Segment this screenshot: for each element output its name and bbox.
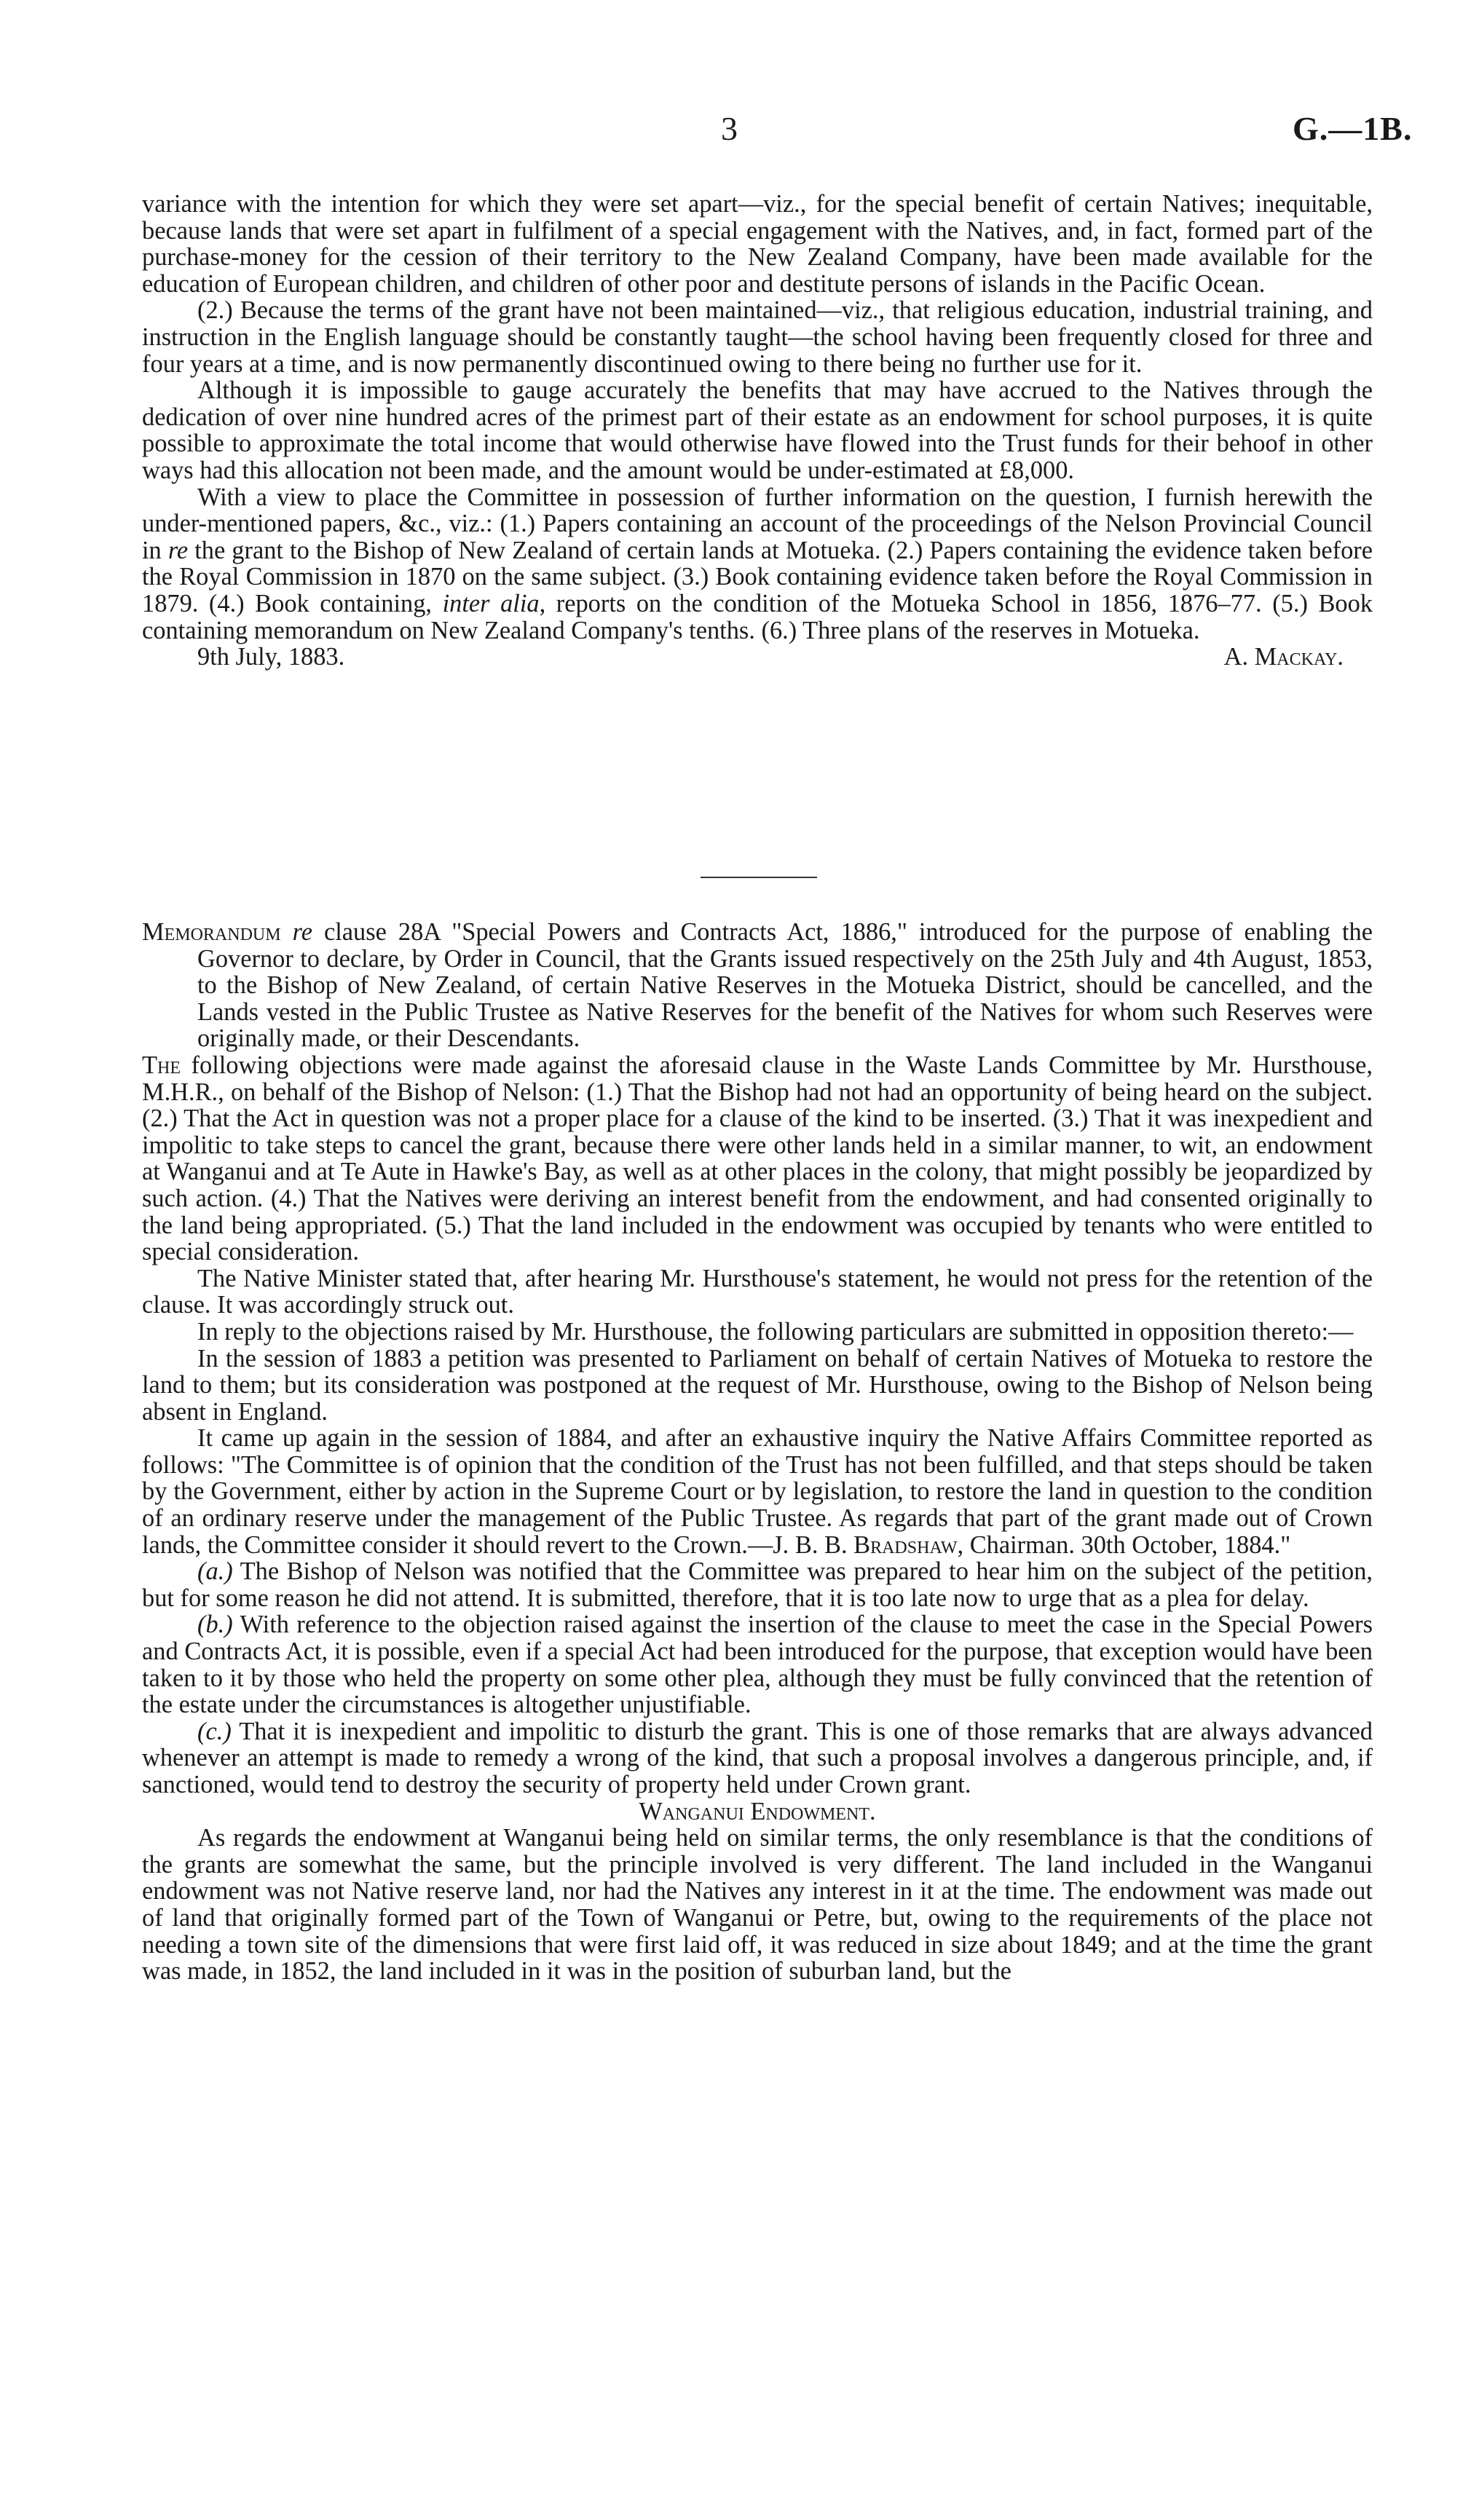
paragraph: Although it is impossible to gauge accurately the benefits that may have accrued to the Natives through the dedication of over nine hundred acres of the primest part of their estate as an endowment for school purposes, it is quite possible to approximate the total income that would otherwise have flowed into the Trust funds for their behoof in other ways had this allocation not been made, and the amount would be under-estimated at £8,000. [142,376,1373,484]
paragraph: variance with the intention for which they were set apart—viz., for the special benefit of certain Natives; inequitable, because lands that were set apart in fulfilment of a special engagement with the Natives, and, in fact, formed part of the purchase-money for the cession of their territory to the New Zealand Company, have been made available for the education of European children, and children of other poor and destitute persons of islands in the Pacific Ocean. [142,190,1373,298]
document-reference: G.—1B. [1293,110,1413,147]
section-divider [701,877,817,878]
date-signature-line [142,644,1373,671]
paragraph: With a view to place the Committee in possession of further information on the question, I furnish herewith the under-mentioned papers, &c., viz.: (1.) Papers containing an account of the proceedings of the Nelson Provincial Council in re the grant to the Bishop of New Zealand of certain lands at Motueka. (2.) Papers containing the evidence taken before the Royal Commission in 1870 on the same subject. (3.) Book containing evidence taken before the Royal Commission in 1879. (4.) Book containing, inter alia, reports on the condition of the Motueka School in 1856, 1876–77. (5.) Book containing memorandum on New Zealand Company's tenths. (6.) Three plans of the reserves in Motueka. [142,483,1373,644]
paragraph: It came up again in the session of 1884, and after an exhaustive inquiry the Native Affairs Committee reported as follows: "The Committee is of opinion that the condition of the Trust has not been fulfilled, and that steps should be taken by the Government, either by action in the Supreme Court or by legislation, to restore the land in question to the condition of an ordinary reserve under the management of the Public Trustee. As regards that part of the grant made out of Crown lands, the Committee consider it should revert to the Crown.—J. B. B. Bradshaw, Chairman. 30th October, 1884." [142,1424,1373,1559]
paragraph: In the session of 1883 a petition was presented to Parliament on behalf of certain Natives of Motueka to restore the land to them; but its consideration was postponed at the request of Mr. Hursthouse, owing to the Bishop of Nelson being absent in England. [142,1344,1373,1426]
signature: A. Mackay. [1223,643,1344,671]
paragraph: (2.) Because the terms of the grant have not been maintained—viz., that religious education, industrial training, and instruction in the English language should be constantly taught—the school having been frequently closed for three and four years at a time, and is now permanently discontinued owing to there being no further use for it. [142,296,1373,378]
paragraph-c: (c.) That it is inexpedient and impolitic to disturb the grant. This is one of those remarks that are always advanced whenever an attempt is made to remedy a wrong of the kind, that such a proposal involves a dangerous principle, and, if sanctioned, would tend to destroy the security of property held under Crown grant. [142,1717,1373,1798]
paragraph: As regards the endowment at Wanganui being held on similar terms, the only resemblance is that the conditions of the grants are somewhat the same, but the principle involved is very different. The land included in the Wanganui endowment was not Native reserve land, nor had the Natives any interest in it at the time. The endowment was made out of land that originally formed part of the Town of Wanganui or Petre, but, owing to the requirements of the place not needing a town site of the dimensions that were first laid off, it was reduced in size about 1849; and at the time the grant was made, in 1852, the land included in it was in the position of suburban land, but the [142,1824,1373,1986]
letter-section [142,191,1373,671]
paragraph: In reply to the objections raised by Mr. Hursthouse, the following particulars are submitted in opposition thereto:— [197,1317,1354,1346]
paragraph: The Native Minister stated that, after hearing Mr. Hursthouse's statement, he would not press for the retention of the clause. It was accordingly struck out. [142,1264,1373,1319]
memorandum-section [142,919,1373,1985]
memorandum-heading: Memorandum re clause 28A "Special Powers and Contracts Act, 1886," introduced for the purpose of enabling the Governor to declare, by Order in Council, that the Grants issued respectively on the 25th July and 4th August, 1853, to the Bishop of New Zealand, of certain Native Reserves in the Motueka District, should be cancelled, and the Lands vested in the Public Trustee as Native Reserves for the benefit of the Natives for whom such Reserves were originally made, or their Descendants. [142,918,1373,1053]
paragraph: The following objections were made against the aforesaid clause in the Waste Lands Committee by Mr. Hursthouse, M.H.R., on behalf of the Bishop of Nelson: (1.) That the Bishop had not had an opportunity of being heard on the subject. (2.) That the Act in question was not a proper place for a clause of the kind to be inserted. (3.) That it was inexpedient and impolitic to take steps to cancel the grant, because there were other lands held in a similar manner, to wit, an endowment at Wanganui and at Te Aute in Hawke's Bay, as well as at other places in the colony, that might possibly be jeopardized by such action. (4.) That the Natives were deriving an interest benefit from the endowment, and had consented originally to the land being appropriated. (5.) That the land included in the endowment was occupied by tenants who were entitled to special consideration. [142,1051,1373,1266]
paragraph-b: (b.) With reference to the objection raised against the insertion of the clause to meet the case in the Special Powers and Contracts Act, it is possible, even if a special Act had been introduced for the purpose, that exception would have been taken to it by those who held the property on some other plea, although they must be fully convinced that the retention of the estate under the circumstances is altogether unjustifiable. [142,1611,1373,1719]
page-number: 3 [721,110,738,147]
section-heading: Wanganui Endowment. [639,1797,876,1825]
paragraph-a: (a.) The Bishop of Nelson was notified that the Committee was prepared to hear him on the subject of the petition, but for some reason he did not attend. It is submitted, therefore, that it is too late now to urge that as a plea for delay. [142,1557,1373,1612]
letter-date: 9th July, 1883. [197,643,345,671]
